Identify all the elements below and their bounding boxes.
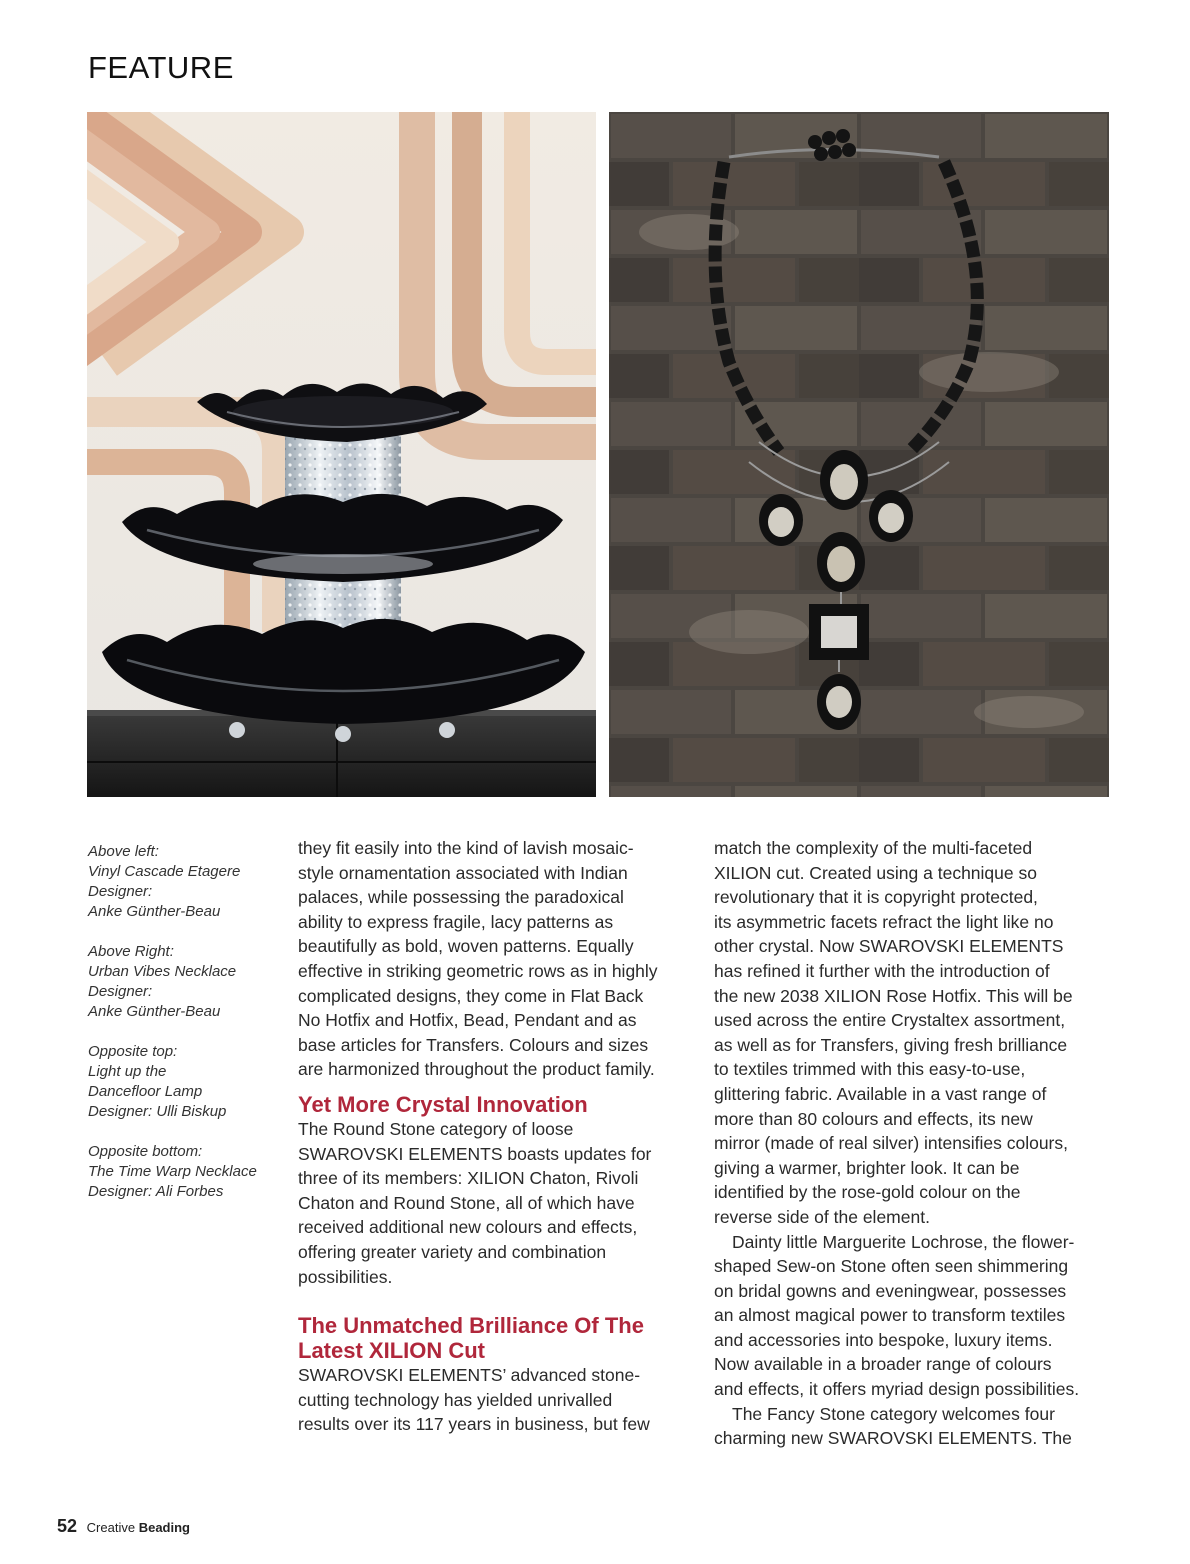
- caption-line: Designer: Ulli Biskup: [88, 1103, 227, 1120]
- necklace-photo: [609, 112, 1109, 797]
- caption-line: Opposite bottom:: [88, 1143, 203, 1160]
- paragraph: [714, 1402, 1109, 1451]
- caption-line: Above Right:: [88, 943, 174, 960]
- text-line: three of its members: XILION Chaton, Rivoli: [298, 1168, 639, 1189]
- caption-above-left: [88, 842, 278, 922]
- text-line: match the complexity of the multi-faceted: [714, 838, 1033, 858]
- paragraph: [298, 1363, 690, 1437]
- text-line: as well as for Transfers, giving fresh brilliance: [714, 1034, 1068, 1055]
- text-line: to textiles trimmed with this easy-to-use,: [714, 1059, 1026, 1080]
- caption-line: The Time Warp Necklace: [88, 1163, 257, 1180]
- text-line: revolutionary that it is copyright protected,: [714, 887, 1038, 908]
- page-footer: [57, 1516, 190, 1537]
- page-number: 52: [57, 1516, 78, 1536]
- caption-above-right: [88, 942, 278, 1022]
- text-line: No Hotfix and Hotfix, Bead, Pendant and as: [298, 1010, 637, 1031]
- text-line: The Fancy Stone category welcomes four: [732, 1403, 1055, 1424]
- magazine-name: Beading: [138, 1520, 190, 1535]
- text-line: possibilities.: [298, 1266, 393, 1287]
- caption-line: Vinyl Cascade Etagere: [88, 863, 241, 880]
- caption-line: Designer: Ali Forbes: [88, 1183, 224, 1200]
- caption-line: Light up the: [88, 1063, 167, 1080]
- text-line: SWAROVSKI ELEMENTS’ advanced stone-: [298, 1365, 641, 1386]
- text-line: results over its 117 years in business, but few: [298, 1414, 650, 1435]
- subheading-line: The Unmatched Brilliance Of The: [298, 1313, 644, 1339]
- text-line: and accessories into bespoke, luxury items.: [714, 1329, 1053, 1350]
- section-label: FEATURE: [88, 50, 234, 85]
- subheading: [298, 1313, 690, 1363]
- text-line: more than 80 colours and effects, its new: [714, 1108, 1033, 1129]
- text-line: the new 2038 XILION Rose Hotfix. This will be: [714, 985, 1073, 1006]
- magazine-name-prefix: Creative: [86, 1520, 136, 1535]
- text-line: XILION cut. Created using a technique so: [714, 862, 1037, 883]
- text-line: beautifully as bold, woven patterns. Equally: [298, 936, 634, 957]
- caption-line: Anke Günther-Beau: [88, 903, 221, 920]
- text-line: are harmonized throughout the product family.: [298, 1059, 655, 1080]
- article-column-right: [714, 836, 1109, 1451]
- text-line: cutting technology has yielded unrivalled: [298, 1389, 613, 1410]
- text-line: palaces, while possessing the paradoxical: [298, 887, 624, 908]
- article-column-middle: [298, 836, 690, 1437]
- text-line: style ornamentation associated with Indian: [298, 862, 628, 883]
- text-line: ability to express fragile, lacy patterns as: [298, 911, 614, 932]
- text-line: charming new SWAROVSKI ELEMENTS. The: [714, 1428, 1072, 1449]
- caption-line: Opposite top:: [88, 1043, 178, 1060]
- caption-line: Above left:: [88, 843, 159, 860]
- text-line: shaped Sew-on Stone often seen shimmering: [714, 1256, 1069, 1277]
- caption-line: Dancefloor Lamp: [88, 1083, 203, 1100]
- caption-line: Anke Günther-Beau: [88, 1003, 221, 1020]
- caption-opposite-bottom: [88, 1142, 278, 1202]
- text-line: reverse side of the element.: [714, 1206, 930, 1227]
- caption-line: Designer:: [88, 883, 153, 900]
- text-line: SWAROVSKI ELEMENTS boasts updates for: [298, 1143, 652, 1164]
- text-line: Now available in a broader range of colours: [714, 1354, 1052, 1375]
- text-line: effective in striking geometric rows as in highly: [298, 960, 658, 981]
- paragraph: [714, 1230, 1109, 1402]
- paragraph: [298, 1117, 690, 1289]
- subheading-line: Latest XILION Cut: [298, 1338, 486, 1364]
- photo-captions: [88, 842, 278, 1222]
- text-line: offering greater variety and combination: [298, 1241, 607, 1262]
- paragraph: [714, 836, 1109, 1230]
- text-line: base articles for Transfers. Colours and sizes: [298, 1034, 649, 1055]
- text-line: an almost magical power to transform textiles: [714, 1305, 1066, 1326]
- text-line: its asymmetric facets refract the light like no: [714, 911, 1054, 932]
- caption-line: Designer:: [88, 983, 153, 1000]
- text-line: complicated designs, they come in Flat Back: [298, 985, 644, 1006]
- text-line: received additional new colours and effects,: [298, 1217, 638, 1238]
- text-line: Chaton and Round Stone, all of which have: [298, 1192, 635, 1213]
- etagere-photo: [87, 112, 596, 797]
- caption-line: Urban Vibes Necklace: [88, 963, 237, 980]
- text-line: identified by the rose-gold colour on the: [714, 1182, 1021, 1203]
- text-line: and effects, it offers myriad design possibilities.: [714, 1379, 1080, 1400]
- text-line: has refined it further with the introduction of: [714, 960, 1050, 981]
- caption-opposite-top: [88, 1042, 278, 1122]
- text-line: giving a warmer, brighter look. It can be: [714, 1157, 1020, 1178]
- text-line: they fit easily into the kind of lavish mosaic-: [298, 838, 634, 858]
- text-line: used across the entire Crystaltex assortment,: [714, 1010, 1066, 1031]
- paragraph: [298, 836, 690, 1082]
- text-line: mirror (made of real silver) intensifies colours,: [714, 1133, 1068, 1154]
- text-line: Dainty little Marguerite Lochrose, the flower-: [732, 1231, 1075, 1252]
- text-line: on bridal gowns and eveningwear, possesses: [714, 1280, 1067, 1301]
- text-line: other crystal. Now SWAROVSKI ELEMENTS: [714, 936, 1064, 957]
- text-line: glittering fabric. Available in a vast range of: [714, 1083, 1047, 1104]
- subheading: Yet More Crystal Innovation: [298, 1091, 588, 1117]
- text-line: The Round Stone category of loose: [298, 1118, 574, 1139]
